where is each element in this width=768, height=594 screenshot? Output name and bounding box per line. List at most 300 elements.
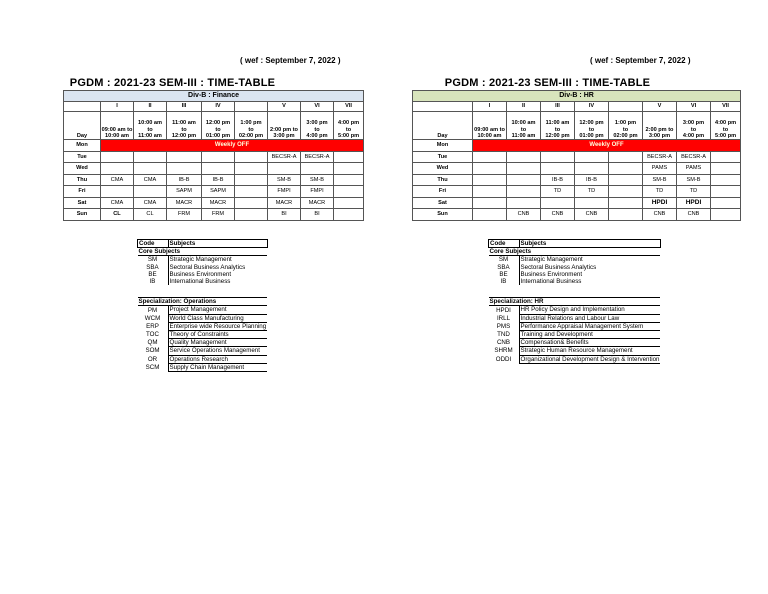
subject-cell xyxy=(609,163,643,175)
subject-cell xyxy=(609,209,643,221)
slot-time xyxy=(134,112,167,140)
subject-cell xyxy=(134,186,167,198)
slot-time-line: 10:00 am xyxy=(138,120,162,127)
slot-time-line: 1:00 pm xyxy=(240,120,262,127)
slot-number: V xyxy=(268,102,301,112)
subject-cell xyxy=(473,174,507,186)
subject-cell xyxy=(473,209,507,221)
subject-code: PM xyxy=(147,306,158,314)
day-label: Tue xyxy=(413,151,473,163)
slot-number-row xyxy=(413,102,741,112)
slot-time-line: 09:00 am to xyxy=(474,126,505,133)
legend-row xyxy=(138,306,268,314)
legend-spacer xyxy=(138,285,268,298)
legend-row xyxy=(138,256,268,264)
slot-time xyxy=(235,112,268,140)
subject-cell: PAMS xyxy=(677,163,711,175)
slot-time-line: to xyxy=(520,126,527,133)
subject-code: SM xyxy=(147,256,158,264)
subject-cell xyxy=(235,186,268,198)
spacer-cell xyxy=(489,285,661,298)
subject-code: IRLL xyxy=(496,314,511,322)
day-label: Mon xyxy=(413,140,473,152)
subject-cell xyxy=(101,151,134,163)
legend-row xyxy=(138,355,268,363)
subject-cell xyxy=(301,163,334,175)
slot-time-line: 12:00 pm xyxy=(545,132,570,139)
subject-cell xyxy=(609,186,643,198)
subject-cell xyxy=(202,151,235,163)
legend-row xyxy=(138,322,268,330)
subject-code: SHRM xyxy=(494,347,513,355)
legend-subjects-header: Subjects xyxy=(168,240,267,248)
slot-time-row xyxy=(413,112,741,140)
subject-cell xyxy=(202,163,235,175)
subject-cell xyxy=(235,197,268,209)
subject-cell: IB-B xyxy=(167,174,202,186)
day-header: Day xyxy=(64,112,101,140)
day-column-spacer xyxy=(64,102,101,112)
legend-row xyxy=(489,322,661,330)
weekly-off-banner: Weekly OFF xyxy=(473,140,741,152)
slot-time-line: 2:00 pm to xyxy=(645,126,674,133)
subject-cell: FRM xyxy=(167,209,202,221)
page-title: PGDM : 2021-23 SEM-III : TIME-TABLE xyxy=(444,77,651,89)
subject-cell: SM-B xyxy=(301,174,334,186)
subject-cell xyxy=(134,151,167,163)
subject-cell xyxy=(575,197,609,209)
subject-cell: TD xyxy=(677,186,711,198)
subject-cell xyxy=(334,174,364,186)
subject-cell xyxy=(609,174,643,186)
subject-cell xyxy=(167,151,202,163)
division-label: Div-B : Finance xyxy=(64,91,364,102)
subject-cell xyxy=(711,174,741,186)
subject-cell: HPDI xyxy=(643,197,677,209)
subject-cell xyxy=(473,151,507,163)
day-label: Wed xyxy=(64,163,101,175)
slot-time-line: 4:00 pm xyxy=(337,120,360,127)
subject-code: BE xyxy=(499,270,508,278)
slot-time-line: 4:00 pm xyxy=(682,132,705,139)
subject-code: SOM xyxy=(145,347,160,355)
subject-cell: CNB xyxy=(575,209,609,221)
legend-row xyxy=(489,355,661,363)
spacer-cell xyxy=(138,285,268,298)
slot-time xyxy=(268,112,301,140)
subject-cell: BI xyxy=(301,209,334,221)
legend-row xyxy=(138,363,268,371)
slot-time-line: 12:00 pm xyxy=(171,132,197,139)
slot-time-line: 01:00 pm xyxy=(205,132,231,139)
day-label: Fri xyxy=(64,186,101,198)
day-label: Tue xyxy=(64,151,101,163)
subject-code: CNB xyxy=(496,339,511,347)
subject-cell: TD xyxy=(575,186,609,198)
subject-cell xyxy=(268,163,301,175)
subject-cell: CMA xyxy=(101,174,134,186)
legend-row xyxy=(489,306,661,314)
slot-time-line: 11:00 am xyxy=(138,132,162,139)
subject-cell: BECSR-A xyxy=(677,151,711,163)
subject-cell xyxy=(609,197,643,209)
subject-cell: BECSR-A xyxy=(301,151,334,163)
subject-cell: TD xyxy=(541,186,575,198)
legend-header xyxy=(489,240,661,248)
subject-cell xyxy=(101,163,134,175)
slot-time-line: to xyxy=(690,126,697,133)
subject-cell xyxy=(507,151,541,163)
subject-cell xyxy=(235,151,268,163)
slot-time xyxy=(575,112,609,140)
subject-name: International Business xyxy=(168,278,267,285)
subject-name: Organizational Development Design & Intervention xyxy=(520,355,660,363)
subject-cell: TD xyxy=(643,186,677,198)
timetable xyxy=(412,90,741,221)
legend-code-header: Code xyxy=(489,240,520,248)
subject-name: Compensation& Benefits xyxy=(519,339,660,347)
slot-time-line: 11:00 am xyxy=(172,120,196,127)
subject-cell: SAPM xyxy=(167,186,202,198)
subject-cell: IB-B xyxy=(202,174,235,186)
slot-number: V xyxy=(643,102,677,112)
subject-name: International Business xyxy=(519,278,660,285)
subject-cell: BECSR-A xyxy=(643,151,677,163)
slot-time-line: 3:00 pm xyxy=(273,132,295,139)
legend-row xyxy=(489,331,661,339)
subject-name: Theory of Constraints xyxy=(168,331,267,339)
subject-cell: BI xyxy=(268,209,301,221)
subject-cell xyxy=(101,186,134,198)
subject-cell: CNB xyxy=(507,209,541,221)
subject-code: PMS xyxy=(496,322,511,330)
slot-number-row xyxy=(64,102,364,112)
subject-cell xyxy=(507,197,541,209)
subject-cell xyxy=(507,174,541,186)
day-label: Mon xyxy=(64,140,101,152)
slot-number xyxy=(609,102,643,112)
subject-name: Service Operations Management xyxy=(168,347,267,355)
day-row-mon xyxy=(413,140,741,152)
subject-code: TOC xyxy=(146,331,159,339)
legend-section xyxy=(138,248,268,256)
slot-time-line: 2:00 pm to xyxy=(270,126,298,133)
slot-time xyxy=(202,112,235,140)
slot-number: VI xyxy=(301,102,334,112)
division-row xyxy=(64,91,364,102)
day-label: Sun xyxy=(64,209,101,221)
slot-time-line: 3:00 pm xyxy=(306,120,328,127)
subject-cell: SAPM xyxy=(202,186,235,198)
subject-cell: MACR xyxy=(268,197,301,209)
day-row xyxy=(413,186,741,198)
day-row xyxy=(413,151,741,163)
day-row xyxy=(413,163,741,175)
slot-time-line: to xyxy=(147,126,153,133)
subject-cell: CL xyxy=(134,209,167,221)
day-column-spacer xyxy=(413,102,473,112)
subject-name: World Class Manufacturing xyxy=(168,314,267,322)
day-label: Wed xyxy=(413,163,473,175)
subject-cell xyxy=(609,151,643,163)
slot-number: II xyxy=(507,102,541,112)
subject-name: HR Policy Design and Implementation xyxy=(519,306,660,314)
slot-time xyxy=(643,112,677,140)
subject-code: SBA xyxy=(146,263,159,271)
subject-code: ERP xyxy=(146,322,159,330)
day-row-mon xyxy=(64,140,364,152)
effective-date: ( wef : September 7, 2022 ) xyxy=(240,56,341,65)
division-row xyxy=(413,91,741,102)
legend-row xyxy=(489,339,661,347)
subject-cell: SM-B xyxy=(268,174,301,186)
legend-row xyxy=(138,339,268,347)
subject-cell xyxy=(575,163,609,175)
subject-cell xyxy=(334,163,364,175)
day-label: Sat xyxy=(413,197,473,209)
subject-name: Operations Research xyxy=(168,355,267,363)
subject-cell xyxy=(711,186,741,198)
day-label: Thu xyxy=(413,174,473,186)
subject-cell xyxy=(473,163,507,175)
subject-cell xyxy=(134,163,167,175)
subject-cell: BECSR-A xyxy=(268,151,301,163)
subject-cell: FRM xyxy=(202,209,235,221)
day-label: Thu xyxy=(64,174,101,186)
legend-section xyxy=(489,298,661,306)
subject-code: SM xyxy=(498,256,509,264)
subject-code: ODDI xyxy=(495,355,512,363)
slot-time-line: 4:00 pm xyxy=(306,132,328,139)
subject-cell xyxy=(235,209,268,221)
subject-cell xyxy=(711,151,741,163)
subject-cell: SM-B xyxy=(643,174,677,186)
subject-cell xyxy=(334,197,364,209)
subject-code: BE xyxy=(148,270,157,278)
day-row xyxy=(64,209,364,221)
legend-row xyxy=(138,331,268,339)
slot-time-line: to xyxy=(248,126,254,133)
day-label: Sun xyxy=(413,209,473,221)
slot-number xyxy=(235,102,268,112)
slot-time-line: 12:00 pm xyxy=(205,120,231,127)
legend-code-header: Code xyxy=(138,240,169,248)
slot-number: I xyxy=(101,102,134,112)
subject-name: Business Environment xyxy=(519,271,660,278)
subject-cell xyxy=(334,209,364,221)
legend-subjects-header: Subjects xyxy=(519,240,660,248)
slot-time-line: 12:00 pm xyxy=(579,120,604,127)
slot-time xyxy=(609,112,643,140)
day-row xyxy=(413,174,741,186)
legend-section xyxy=(489,248,661,256)
legend-row xyxy=(138,314,268,322)
subject-name: Quality Management xyxy=(168,339,267,347)
legend-section xyxy=(138,298,268,306)
subject-name: Strategic Management xyxy=(519,256,660,264)
subject-code: WCM xyxy=(144,314,161,322)
subject-name: Sectoral Business Analytics xyxy=(168,264,267,271)
slot-number: I xyxy=(473,102,507,112)
slot-number: IV xyxy=(202,102,235,112)
legend-body xyxy=(138,240,268,372)
subject-name: Business Environment xyxy=(168,271,267,278)
subject-cell: HPDI xyxy=(677,197,711,209)
slot-time-line: 10:00 am xyxy=(105,132,129,139)
slot-number: IV xyxy=(575,102,609,112)
subject-cell xyxy=(541,151,575,163)
slot-time-line: 02:00 pm xyxy=(613,132,638,139)
slot-number: III xyxy=(541,102,575,112)
subject-code: TND xyxy=(497,331,510,339)
subject-cell xyxy=(473,186,507,198)
slot-time xyxy=(677,112,711,140)
slot-time-line: 10:00 am xyxy=(511,120,536,127)
subject-cell: IB-B xyxy=(575,174,609,186)
slot-time xyxy=(301,112,334,140)
subject-code: OR xyxy=(147,355,158,363)
subject-cell xyxy=(575,151,609,163)
legend-header xyxy=(138,240,268,248)
legend-row xyxy=(489,278,661,285)
slot-time-line: 3:00 pm xyxy=(682,120,705,127)
subject-name: Training and Development xyxy=(519,331,660,339)
day-label: Sat xyxy=(64,197,101,209)
slot-time xyxy=(541,112,575,140)
subject-code: SCM xyxy=(145,363,160,371)
slot-time-line: 11:00 am xyxy=(511,132,536,139)
day-row xyxy=(413,197,741,209)
core-subjects-header: Core Subjects xyxy=(138,248,268,256)
legend-row xyxy=(138,271,268,278)
slot-number: VI xyxy=(677,102,711,112)
legend-body xyxy=(489,240,661,364)
specialization-header: Specialization: Operations xyxy=(138,298,268,306)
day-row xyxy=(64,186,364,198)
slot-time-line: 4:00 pm xyxy=(714,120,737,127)
subject-cell: FMPI xyxy=(268,186,301,198)
day-row xyxy=(64,174,364,186)
slot-time xyxy=(334,112,364,140)
subject-code: IB xyxy=(149,278,156,286)
slot-time xyxy=(711,112,741,140)
subject-code: SBA xyxy=(497,263,510,271)
core-subjects-header: Core Subjects xyxy=(489,248,661,256)
subject-cell xyxy=(473,197,507,209)
subject-name: Sectoral Business Analytics xyxy=(519,264,660,271)
subject-name: Strategic Management xyxy=(168,256,267,264)
slot-time xyxy=(101,112,134,140)
subject-cell: CL xyxy=(101,209,134,221)
slot-time-line: 10:00 am xyxy=(477,132,502,139)
subject-name: Enterprise wide Resource Planning xyxy=(169,322,267,330)
subject-cell: FMPI xyxy=(301,186,334,198)
division-label: Div-B : HR xyxy=(413,91,741,102)
subject-cell xyxy=(507,186,541,198)
slot-time-line: 3:00 pm xyxy=(648,132,671,139)
slot-number: III xyxy=(167,102,202,112)
subject-name: Industrial Relations and Labour Law xyxy=(519,314,660,322)
weekly-off-banner: Weekly OFF xyxy=(101,140,364,152)
day-row xyxy=(413,209,741,221)
specialization-header: Specialization: HR xyxy=(489,298,661,306)
slot-time-line: to xyxy=(588,126,595,133)
slot-time xyxy=(473,112,507,140)
legend-row xyxy=(489,264,661,271)
slot-time-line: to xyxy=(215,126,221,133)
legend-row xyxy=(489,347,661,355)
day-row xyxy=(64,197,364,209)
subject-cell: IB-B xyxy=(541,174,575,186)
slot-number: VII xyxy=(334,102,364,112)
slot-time-line: to xyxy=(622,126,629,133)
legend-spacer xyxy=(489,285,661,298)
slot-time-line: to xyxy=(554,126,561,133)
effective-date: ( wef : September 7, 2022 ) xyxy=(590,56,691,65)
slot-time xyxy=(167,112,202,140)
legend-row xyxy=(489,271,661,278)
slot-time-line: 02:00 pm xyxy=(238,132,264,139)
subject-cell: MACR xyxy=(167,197,202,209)
subject-cell xyxy=(235,174,268,186)
slot-time-line: 5:00 pm xyxy=(337,132,360,139)
legend-row xyxy=(489,314,661,322)
subject-cell xyxy=(711,209,741,221)
subject-cell: MACR xyxy=(202,197,235,209)
slot-time-line: 01:00 pm xyxy=(579,132,604,139)
legend-row xyxy=(138,278,268,285)
subject-cell: CMA xyxy=(101,197,134,209)
subject-cell: CMA xyxy=(134,197,167,209)
subject-legend xyxy=(137,239,268,372)
subject-cell xyxy=(541,163,575,175)
day-row xyxy=(64,151,364,163)
subject-cell: CNB xyxy=(643,209,677,221)
timetable xyxy=(63,90,364,221)
page-title: PGDM : 2021-23 SEM-III : TIME-TABLE xyxy=(69,77,276,89)
slot-time-line: to xyxy=(314,126,320,133)
day-row xyxy=(64,163,364,175)
subject-cell: CMA xyxy=(134,174,167,186)
subject-cell xyxy=(711,163,741,175)
subject-cell xyxy=(711,197,741,209)
subject-code: HPDI xyxy=(496,306,511,314)
slot-time-line: to xyxy=(345,126,352,133)
subject-cell xyxy=(541,197,575,209)
subject-cell xyxy=(507,163,541,175)
timetable-body xyxy=(413,91,741,221)
legend-row xyxy=(489,256,661,264)
subject-cell: CNB xyxy=(677,209,711,221)
day-label: Fri xyxy=(413,186,473,198)
subject-name: Project Management xyxy=(168,306,267,314)
subject-cell: SM-B xyxy=(677,174,711,186)
subject-cell xyxy=(167,163,202,175)
subject-cell xyxy=(334,151,364,163)
slot-number: VII xyxy=(711,102,741,112)
subject-cell: PAMS xyxy=(643,163,677,175)
subject-legend xyxy=(488,239,661,364)
subject-cell xyxy=(334,186,364,198)
timetable-body xyxy=(64,91,364,221)
slot-time-line: to xyxy=(181,126,187,133)
legend-row xyxy=(138,347,268,355)
subject-code: QM xyxy=(147,339,158,347)
subject-cell: CNB xyxy=(541,209,575,221)
slot-time-line: 1:00 pm xyxy=(614,120,637,127)
subject-cell: MACR xyxy=(301,197,334,209)
subject-name: Performance Appraisal Management System xyxy=(519,322,660,330)
